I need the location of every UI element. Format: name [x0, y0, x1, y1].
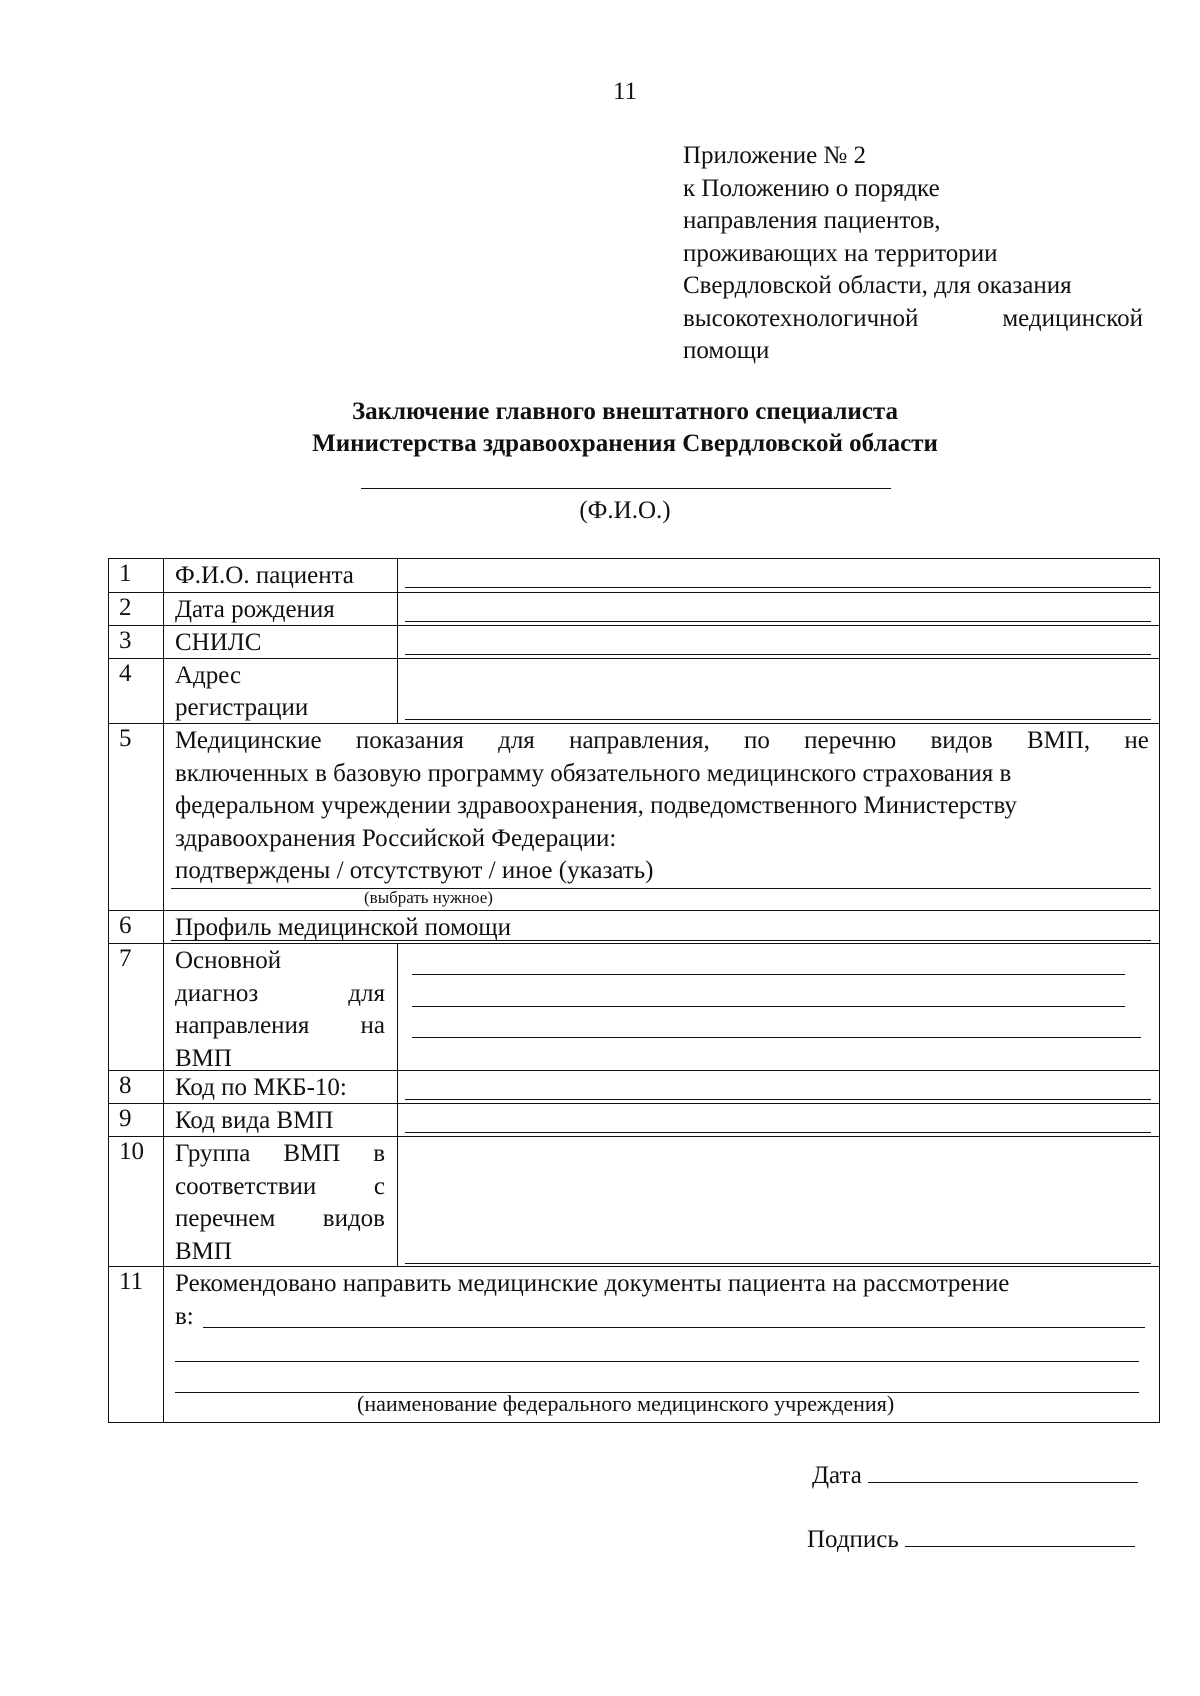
row-label: Код по МКБ-10:	[175, 1074, 347, 1101]
hmc-type-code-field[interactable]	[405, 1132, 1151, 1133]
row-label	[175, 945, 385, 1075]
date-field[interactable]	[868, 1462, 1138, 1483]
table-row	[109, 910, 1159, 943]
label-line: диагноз для	[175, 979, 385, 1007]
row-label: Дата рождения	[175, 596, 335, 623]
indication-options[interactable]: подтверждены / отсутствуют / иное (указать)	[175, 857, 654, 884]
row-number: 8	[119, 1072, 132, 1099]
table-row	[109, 559, 1159, 592]
table-row	[109, 1070, 1159, 1103]
appendix-word: медицинской	[1002, 304, 1143, 332]
text-line: здравоохранения Российской Федерации:	[175, 824, 617, 852]
appendix-line: Свердловской области, для оказания	[683, 272, 1072, 299]
conclusion-table	[108, 558, 1160, 1423]
row-number: 4	[119, 660, 132, 687]
row-number: 11	[119, 1268, 144, 1295]
signature-field[interactable]	[905, 1526, 1135, 1547]
appendix-block	[683, 140, 1143, 368]
medical-indications-text	[175, 725, 1149, 888]
specialist-name-field[interactable]	[361, 488, 891, 489]
row-label: СНИЛС	[175, 629, 262, 656]
institution-field-line-2[interactable]	[175, 1361, 1139, 1362]
diagnosis-field-line-2[interactable]	[412, 1006, 1125, 1007]
row-number: 6	[119, 912, 132, 939]
text-line: включенных в базовую программу обязательного медицинского страхования в	[175, 759, 1012, 787]
text-line: федеральном учреждении здравоохранения, подведомственного Министерству	[175, 792, 1017, 819]
text-line: Рекомендовано направить медицинские документы пациента на рассмотрение	[175, 1270, 1010, 1297]
row-label: Код вида ВМП	[175, 1107, 334, 1134]
label-line: соответствии с	[175, 1172, 385, 1200]
signature-line	[807, 1526, 1135, 1554]
registration-address-field[interactable]	[405, 719, 1151, 720]
snils-field[interactable]	[405, 654, 1151, 655]
patient-name-field[interactable]	[405, 587, 1151, 588]
indication-choice-line	[171, 888, 1151, 889]
title-line-1: Заключение главного внештатного специалиста	[351, 398, 899, 425]
appendix-word: высокотехнологичной	[683, 304, 919, 332]
recommendation-text	[175, 1268, 1149, 1333]
diagnosis-field-line-3[interactable]	[412, 1037, 1141, 1038]
table-row	[109, 1136, 1159, 1266]
text-line: в:	[175, 1302, 194, 1330]
row-number: 2	[119, 594, 132, 621]
appendix-line: Приложение № 2	[683, 142, 867, 169]
title-line-2: Министерства здравоохранения Свердловской области	[312, 430, 938, 457]
label-line: ВМП	[175, 1044, 232, 1072]
fio-caption: (Ф.И.О.)	[579, 497, 671, 524]
diagnosis-field-line-1[interactable]	[412, 974, 1125, 975]
date-line	[812, 1462, 1138, 1490]
label-line: регистрации	[175, 694, 309, 721]
row-label: Профиль медицинской помощи	[175, 914, 512, 941]
label-line: перечнем видов	[175, 1205, 385, 1232]
label-line: ВМП	[175, 1237, 232, 1265]
table-row	[109, 943, 1159, 1070]
appendix-line: помощи	[683, 337, 770, 364]
row-label	[175, 660, 308, 724]
label-line: Адрес	[175, 662, 242, 689]
icd10-code-field[interactable]	[405, 1099, 1151, 1100]
table-row	[109, 658, 1159, 723]
label-line: Группа ВМП в	[175, 1140, 385, 1167]
institution-caption: (наименование федерального медицинского учреждения)	[357, 1391, 895, 1416]
signature-label: Подпись	[807, 1526, 899, 1553]
appendix-line: к Положению о порядке	[683, 174, 940, 202]
table-row	[109, 723, 1159, 910]
text-line: Медицинские показания для направления, по перечню видов ВМП, не	[175, 727, 1149, 754]
appendix-line: направления пациентов,	[683, 207, 941, 234]
table-row	[109, 592, 1159, 625]
row-number: 5	[119, 725, 132, 752]
appendix-line: проживающих на территории	[683, 239, 998, 267]
label-line: направления на	[175, 1012, 385, 1039]
table-row	[109, 625, 1159, 658]
document-title	[0, 396, 1200, 460]
table-row	[109, 1103, 1159, 1136]
row-label: Ф.И.О. пациента	[175, 562, 354, 589]
row-number: 10	[119, 1138, 144, 1165]
birth-date-field[interactable]	[405, 621, 1151, 622]
choose-hint: (выбрать нужное)	[364, 888, 493, 907]
institution-field-line-1[interactable]	[203, 1327, 1145, 1328]
row-label	[175, 1138, 385, 1268]
hmc-group-field[interactable]	[405, 1263, 1151, 1264]
row-number: 1	[119, 560, 132, 587]
row-number: 9	[119, 1105, 132, 1132]
table-row	[109, 1266, 1159, 1422]
row-number: 3	[119, 627, 132, 654]
date-label: Дата	[812, 1462, 862, 1489]
care-profile-field[interactable]	[171, 940, 1151, 941]
label-line: Основной	[175, 947, 282, 974]
page-number: 11	[612, 78, 638, 105]
row-number: 7	[119, 945, 132, 972]
appendix-line	[683, 303, 1143, 336]
